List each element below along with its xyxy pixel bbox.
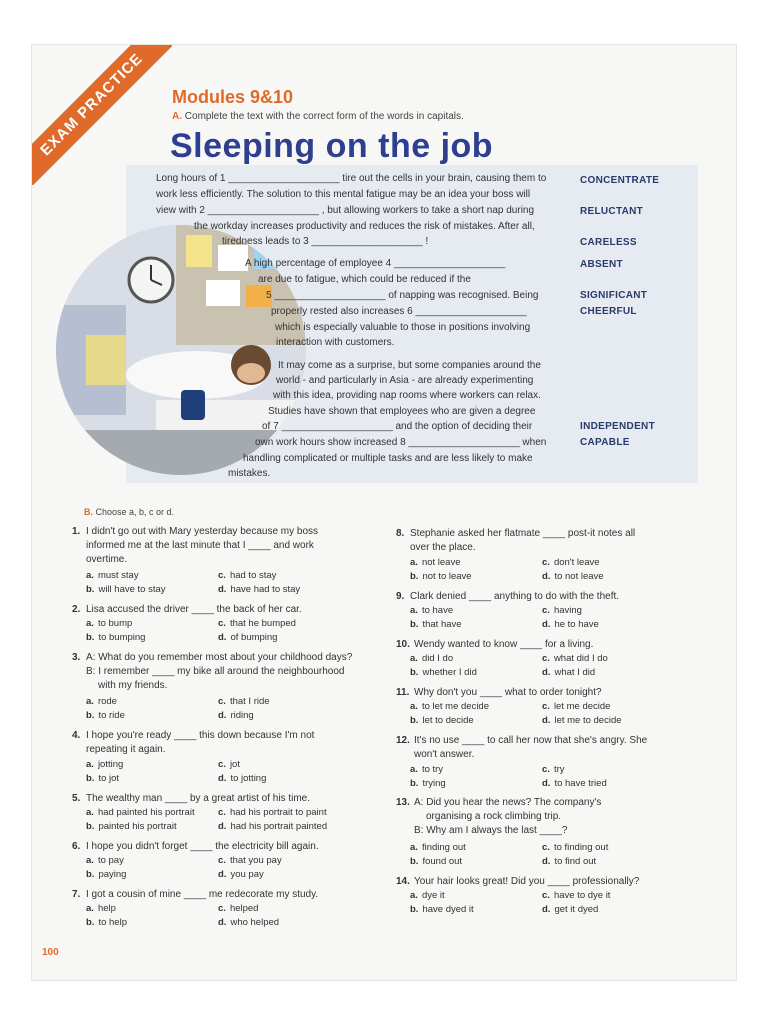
option-a[interactable]: a. to try — [410, 764, 444, 775]
option-a[interactable]: a. not leave — [410, 557, 461, 568]
question-stem: Your hair looks great! Did you ____ professionally? — [414, 876, 640, 887]
passage-line: are due to fatigue, which could be reduced if the — [258, 274, 471, 285]
question-1 — [72, 525, 318, 567]
option-c[interactable]: c. to finding out — [542, 842, 609, 853]
capital-word: CAPABLE — [580, 437, 630, 448]
section-a-text: Complete the text with the correct form of the words in capitals. — [184, 111, 464, 122]
option-c[interactable]: c. what did I do — [542, 653, 608, 664]
question-14 — [396, 875, 639, 889]
question-stem: I got a cousin of mine ____ me redecorate my study. — [86, 889, 319, 900]
question-3 — [72, 651, 352, 693]
option-c[interactable]: c. let me decide — [542, 701, 611, 712]
option-d[interactable]: d. let me to decide — [542, 715, 622, 726]
option-c[interactable]: c. having — [542, 605, 582, 616]
capital-word: CONCENTRATE — [580, 175, 660, 186]
option-a[interactable]: a. dye it — [410, 890, 445, 901]
question-11 — [396, 686, 602, 700]
option-a[interactable]: a. to pay — [86, 855, 124, 866]
passage-line: view with 2 ____________________ , but allowing workers to take a short nap during — [156, 205, 535, 216]
question-number: 5. — [72, 793, 81, 804]
option-d[interactable]: d. you pay — [218, 869, 264, 880]
question-number: 4. — [72, 730, 81, 741]
question-number: 6. — [72, 841, 81, 852]
question-number: 9. — [396, 591, 405, 602]
passage-line: which is especially valuable to those in positions involving — [275, 322, 531, 333]
ribbon-label: EXAM PRACTICE — [32, 45, 172, 185]
passage-line: with this idea, providing nap rooms where workers can relax. — [273, 390, 541, 401]
question-stem: I hope you didn't forget ____ the electricity bill again. — [86, 841, 319, 852]
option-c[interactable]: c. that you pay — [218, 855, 282, 866]
question-stem: I didn't go out with Mary yesterday because my boss — [86, 526, 319, 537]
option-b[interactable]: b. that have — [410, 619, 462, 630]
question-stem: Wendy wanted to know ____ for a living. — [414, 639, 594, 650]
passage-line: world - and particularly in Asia - are already experimenting — [276, 375, 534, 386]
option-a[interactable]: a. jotting — [86, 759, 124, 770]
page-title: Sleeping on the job — [170, 127, 494, 165]
question-4 — [72, 729, 314, 757]
question-7 — [72, 888, 318, 902]
passage-line: properly rested also increases 6 ____________________ — [271, 306, 527, 317]
passage-line: Studies have shown that employees who are given a degree — [268, 406, 536, 417]
question-stem: B: I remember ____ my bike all around the neighbourhood — [86, 666, 345, 677]
option-d[interactable]: d. to find out — [542, 856, 597, 867]
option-b[interactable]: b. to ride — [86, 710, 125, 721]
question-10 — [396, 638, 593, 652]
option-d[interactable]: d. to jotting — [218, 773, 267, 784]
option-c[interactable]: c. had to stay — [218, 570, 277, 581]
question-stem: Clark denied ____ anything to do with the theft. — [410, 591, 620, 602]
option-a[interactable]: a. to have — [410, 605, 454, 616]
option-c[interactable]: c. have to dye it — [542, 890, 611, 901]
question-6 — [72, 840, 319, 854]
question-number: 12. — [396, 735, 410, 746]
question-stem: with my friends. — [98, 680, 168, 691]
option-b[interactable]: b. painted his portrait — [86, 821, 177, 832]
option-a[interactable]: a. did I do — [410, 653, 454, 664]
passage-line: A high percentage of employee 4 ____________________ — [245, 258, 506, 269]
option-a[interactable]: a. to bump — [86, 618, 133, 629]
option-d[interactable]: d. of bumping — [218, 632, 278, 643]
passage-line: It may come as a surprise, but some companies around the — [278, 360, 541, 371]
option-d[interactable]: d. he to have — [542, 619, 599, 630]
option-c[interactable]: c. jot — [218, 759, 240, 770]
question-12 — [396, 734, 647, 762]
question-stem: I hope you're ready ____ this down because I'm not — [86, 730, 315, 741]
section-a-instruction — [172, 111, 464, 122]
capital-word: RELUCTANT — [580, 206, 644, 217]
option-b[interactable]: b. to jot — [86, 773, 120, 784]
option-b[interactable]: b. found out — [410, 856, 463, 867]
question-stem: won't answer. — [414, 749, 475, 760]
question-2 — [72, 603, 302, 617]
question-number: 14. — [396, 876, 410, 887]
question-stem: A: Did you hear the news? The company's — [414, 797, 602, 808]
passage-line: of 7 ____________________ and the option of deciding their — [262, 421, 533, 432]
option-b[interactable]: b. have dyed it — [410, 904, 474, 915]
question-stem: A: What do you remember most about your childhood days? — [86, 652, 353, 663]
question-number: 8. — [396, 528, 405, 539]
passage-line: mistakes. — [228, 468, 271, 479]
option-b[interactable]: b. paying — [86, 869, 127, 880]
option-c[interactable]: c. that he bumped — [218, 618, 296, 629]
question-13 — [396, 796, 601, 838]
option-a[interactable]: a. rode — [86, 696, 117, 707]
option-a[interactable]: a. had painted his portrait — [86, 807, 195, 818]
option-a[interactable]: a. to let me decide — [410, 701, 490, 712]
question-stem: over the place. — [410, 542, 476, 553]
option-d[interactable]: d. to have tried — [542, 778, 607, 789]
option-c[interactable]: c. don't leave — [542, 557, 600, 568]
question-stem: repeating it again. — [86, 744, 166, 755]
option-d[interactable]: d. have had to stay — [218, 584, 301, 595]
passage-line: interaction with customers. — [276, 337, 395, 348]
option-c[interactable]: c. helped — [218, 903, 259, 914]
capital-word: SIGNIFICANT — [580, 290, 648, 301]
option-d[interactable]: d. get it dyed — [542, 904, 599, 915]
option-d[interactable]: d. what I did — [542, 667, 596, 678]
option-d[interactable]: d. riding — [218, 710, 254, 721]
question-9 — [396, 590, 619, 604]
question-stem: B: Why am I always the last ____? — [414, 825, 568, 836]
passage-line: 5 ____________________ of napping was recognised. Being — [266, 290, 539, 301]
section-a-letter: A. — [172, 111, 182, 122]
option-b[interactable]: b. let to decide — [410, 715, 474, 726]
exam-practice-ribbon — [32, 45, 172, 185]
question-number: 11. — [396, 687, 410, 698]
option-b[interactable]: b. will have to stay — [86, 584, 166, 595]
question-number: 7. — [72, 889, 81, 900]
capital-word: CHEERFUL — [580, 306, 637, 317]
question-number: 3. — [72, 652, 81, 663]
question-stem: The wealthy man ____ by a great artist of his time. — [86, 793, 310, 804]
passage-line: work less efficiently. The solution to this mental fatigue may be an idea your boss will — [156, 189, 531, 200]
passage-line: the workday increases productivity and reduces the risk of mistakes. After all, — [194, 221, 535, 232]
option-d[interactable]: d. who helped — [218, 917, 280, 928]
question-number: 1. — [72, 526, 81, 537]
option-d[interactable]: d. to not leave — [542, 571, 604, 582]
passage-line: handling complicated or multiple tasks and are less likely to make — [243, 453, 533, 464]
passage-line: tiredness leads to 3 ____________________ ! — [222, 236, 429, 247]
option-c[interactable]: c. try — [542, 764, 565, 775]
option-b[interactable]: b. trying — [410, 778, 446, 789]
question-stem: informed me at the last minute that I ____ and work — [86, 540, 314, 551]
workbook-page — [32, 45, 736, 980]
question-stem: organising a rock climbing trip. — [426, 811, 562, 822]
passage-line: Long hours of 1 ____________________ tire out the cells in your brain, causing them to — [156, 173, 547, 184]
option-c[interactable]: c. had his portrait to paint — [218, 807, 327, 818]
option-b[interactable]: b. not to leave — [410, 571, 472, 582]
capital-word: CARELESS — [580, 237, 637, 248]
capital-word: ABSENT — [580, 259, 623, 270]
passage-line: own work hours show increased 8 ____________________ when — [255, 437, 547, 448]
question-stem: Lisa accused the driver ____ the back of her car. — [86, 604, 302, 615]
question-number: 2. — [72, 604, 81, 615]
question-stem: overtime. — [86, 554, 128, 565]
section-b-text: Choose a, b, c or d. — [95, 507, 175, 517]
question-stem: Stephanie asked her flatmate ____ post-it notes all — [410, 528, 636, 539]
question-number: 13. — [396, 797, 410, 808]
option-c[interactable]: c. that I ride — [218, 696, 270, 707]
option-b[interactable]: b. whether I did — [410, 667, 477, 678]
option-b[interactable]: b. to bumping — [86, 632, 146, 643]
question-5 — [72, 792, 310, 806]
section-b-instruction — [84, 507, 174, 517]
option-a[interactable]: a. must stay — [86, 570, 139, 581]
option-d[interactable]: d. had his portrait painted — [218, 821, 328, 832]
option-a[interactable]: a. help — [86, 903, 116, 914]
option-b[interactable]: b. to help — [86, 917, 127, 928]
option-a[interactable]: a. finding out — [410, 842, 466, 853]
question-number: 10. — [396, 639, 410, 650]
question-8 — [396, 527, 635, 555]
question-stem: It's no use ____ to call her now that she's angry. She — [414, 735, 648, 746]
modules-heading: Modules 9&10 — [172, 87, 294, 107]
section-b-letter: B. — [84, 507, 93, 517]
question-stem: Why don't you ____ what to order tonight? — [414, 687, 602, 698]
page-number: 100 — [42, 947, 59, 958]
capital-word: INDEPENDENT — [580, 421, 655, 432]
